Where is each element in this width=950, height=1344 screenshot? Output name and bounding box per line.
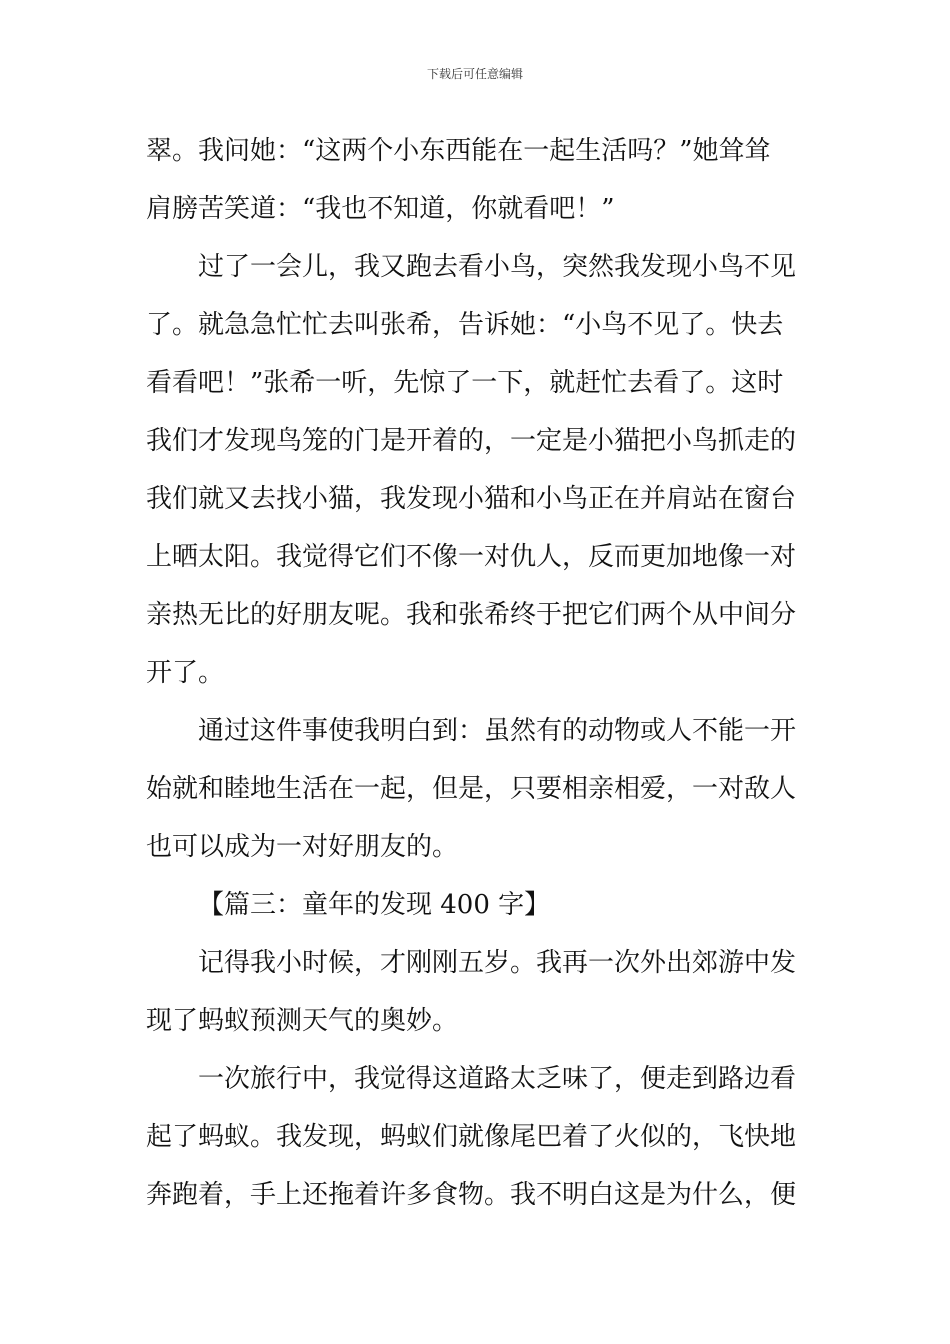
text-line: 一次旅行中，我觉得这道路太乏味了，便走到路边看 xyxy=(198,1064,797,1094)
text-line: 看看吧！”张希一听，先惊了一下，就赶忙去看了。这时 xyxy=(146,368,784,398)
document-body xyxy=(146,122,806,1224)
section-heading: 【篇三：童年的发现 400 字】 xyxy=(198,890,551,920)
text-line: 始就和睦地生活在一起，但是，只要相亲相爱，一对敌人 xyxy=(146,774,797,804)
text-line: 通过这件事使我明白到：虽然有的动物或人不能一开 xyxy=(198,716,797,746)
text-line: 亲热无比的好朋友呢。我和张希终于把它们两个从中间分 xyxy=(146,600,797,630)
text-line: 也可以成为一对好朋友的。 xyxy=(146,832,459,862)
text-line: 了。就急急忙忙去叫张希，告诉她：“小鸟不见了。快去 xyxy=(146,310,784,340)
text-line: 我们就又去找小猫，我发现小猫和小鸟正在并肩站在窗台 xyxy=(146,484,797,514)
text-line: 过了一会儿，我又跑去看小鸟，突然我发现小鸟不见 xyxy=(198,252,797,282)
text-line: 翠。我问她：“这两个小东西能在一起生活吗？”她耸耸 xyxy=(146,136,771,166)
text-line: 开了。 xyxy=(146,658,225,688)
text-line: 现了蚂蚁预测天气的奥妙。 xyxy=(146,1006,459,1036)
text-line: 我们才发现鸟笼的门是开着的，一定是小猫把小鸟抓走的 xyxy=(146,426,797,456)
page-header: 下载后可任意编辑 xyxy=(426,67,523,81)
text-line: 记得我小时候，才刚刚五岁。我再一次外出郊游中发 xyxy=(198,948,797,978)
text-line: 肩膀苦笑道：“我也不知道，你就看吧！” xyxy=(146,194,615,224)
text-line: 起了蚂蚁。我发现，蚂蚁们就像尾巴着了火似的，飞快地 xyxy=(146,1122,797,1152)
text-line: 上晒太阳。我觉得它们不像一对仇人，反而更加地像一对 xyxy=(146,542,797,572)
text-line: 奔跑着，手上还拖着许多食物。我不明白这是为什么，便 xyxy=(146,1180,797,1210)
